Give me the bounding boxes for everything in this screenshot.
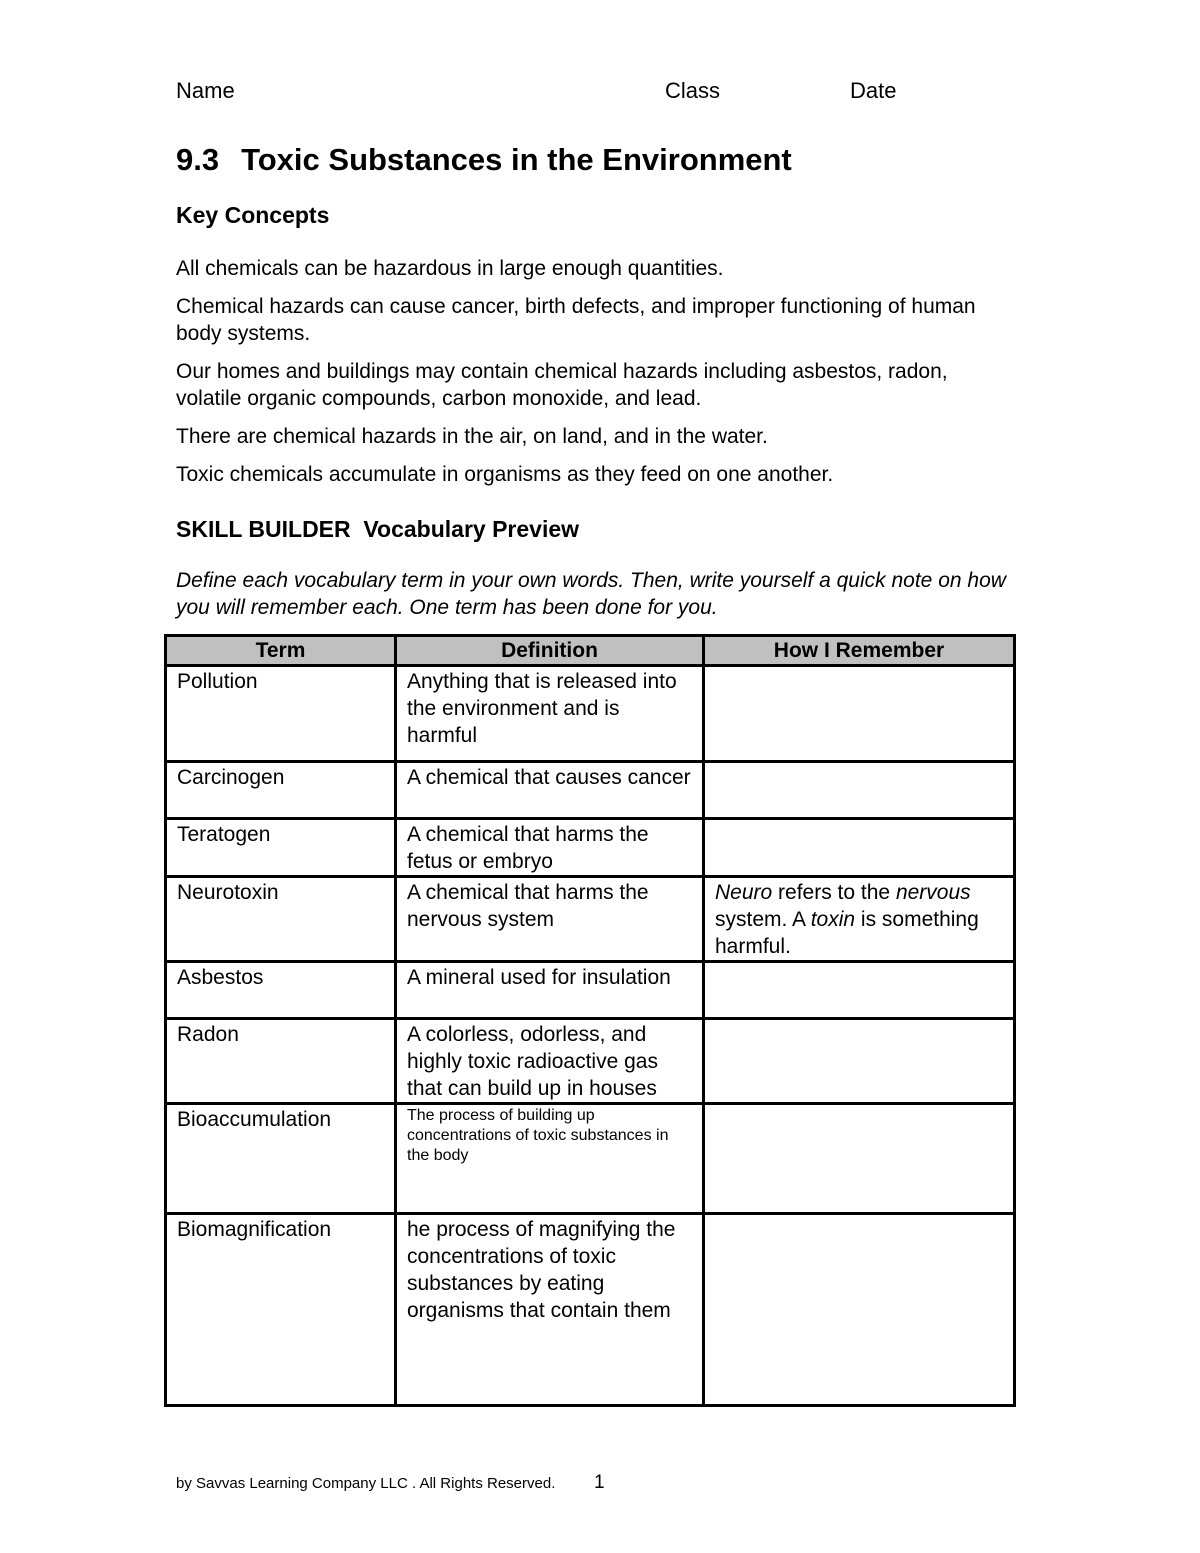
remember-text-toxin: toxin: [810, 908, 856, 931]
key-concept-item: Our homes and buildings may contain chemical hazards including asbestos, radon, volatile organic compounds, carbon monoxide, and lead.: [176, 360, 948, 410]
page-number: 1: [594, 1472, 605, 1493]
remember-text: system. A: [715, 881, 977, 931]
remember-text: refers to the: [772, 881, 896, 904]
definition-cell: A chemical that causes cancer: [396, 762, 704, 819]
table-row: [166, 1104, 1015, 1214]
key-concepts-list: [176, 255, 1016, 499]
section-title: Toxic Substances in the Environment: [241, 142, 792, 177]
remember-cell[interactable]: [704, 962, 1015, 1019]
table-row: [166, 819, 1015, 877]
remember-cell[interactable]: [704, 1019, 1015, 1104]
column-header-definition: Definition: [396, 636, 704, 666]
term-cell: Carcinogen: [166, 762, 396, 819]
copyright-footer: by Savvas Learning Company LLC . All Rights Reserved.: [176, 1475, 556, 1492]
term-cell: Teratogen: [166, 819, 396, 877]
vocabulary-table: [164, 634, 1016, 1407]
remember-cell[interactable]: [704, 819, 1015, 877]
definition-cell: he process of magnifying the concentrations of toxic substances by eating organisms that contain them: [396, 1214, 704, 1406]
definition-cell: A colorless, odorless, and highly toxic radioactive gas that can build up in houses: [396, 1019, 704, 1104]
term-cell: Asbestos: [166, 962, 396, 1019]
key-concept-item: There are chemical hazards in the air, on land, and in the water.: [176, 425, 768, 448]
table-header-row: [166, 636, 1015, 666]
term-cell: Neurotoxin: [166, 877, 396, 962]
remember-cell[interactable]: [704, 1104, 1015, 1214]
term-cell: Bioaccumulation: [166, 1104, 396, 1214]
remember-cell[interactable]: [704, 666, 1015, 762]
table-row: [166, 962, 1015, 1019]
term-cell: Radon: [166, 1019, 396, 1104]
definition-cell: A chemical that harms the fetus or embryo: [396, 819, 704, 877]
skill-builder-heading: SKILL BUILDER Vocabulary Preview: [176, 516, 580, 542]
date-label: Date: [850, 78, 897, 103]
key-concepts-heading: Key Concepts: [176, 202, 330, 228]
remember-text-nervous: nervous: [895, 881, 971, 904]
skill-builder-instructions: Define each vocabulary term in your own words. Then, write yourself a quick note on how you will remember each. One term has been done for you.: [176, 569, 1006, 619]
key-concept-item: All chemicals can be hazardous in large enough quantities.: [176, 257, 724, 280]
name-label: Name: [176, 78, 235, 103]
page-title: [176, 142, 792, 178]
key-concept-item: Chemical hazards can cause cancer, birth defects, and improper functioning of human body systems.: [176, 295, 976, 345]
section-number: 9.3: [176, 142, 220, 177]
table-row: [166, 666, 1015, 762]
key-concept-item: Toxic chemicals accumulate in organisms as they feed on one another.: [176, 463, 834, 486]
term-cell: Biomagnification: [166, 1214, 396, 1406]
term-cell: Pollution: [166, 666, 396, 762]
column-header-how-i-remember: How I Remember: [704, 636, 1015, 666]
remember-cell[interactable]: [704, 762, 1015, 819]
remember-cell[interactable]: [704, 877, 1015, 962]
table-row: [166, 1019, 1015, 1104]
table-row: [166, 877, 1015, 962]
class-label: Class: [665, 78, 721, 103]
remember-cell[interactable]: [704, 1214, 1015, 1406]
table-row: [166, 762, 1015, 819]
remember-text-neuro: Neuro: [715, 881, 773, 904]
definition-cell: Anything that is released into the environment and is harmful: [396, 666, 704, 762]
definition-cell: The process of building up concentrations of toxic substances in the body: [396, 1104, 704, 1214]
definition-cell: A chemical that harms the nervous system: [396, 877, 704, 962]
table-row: [166, 1214, 1015, 1406]
remember-text: is something harmful.: [715, 908, 985, 958]
column-header-term: Term: [166, 636, 396, 666]
definition-cell: A mineral used for insulation: [396, 962, 704, 1019]
